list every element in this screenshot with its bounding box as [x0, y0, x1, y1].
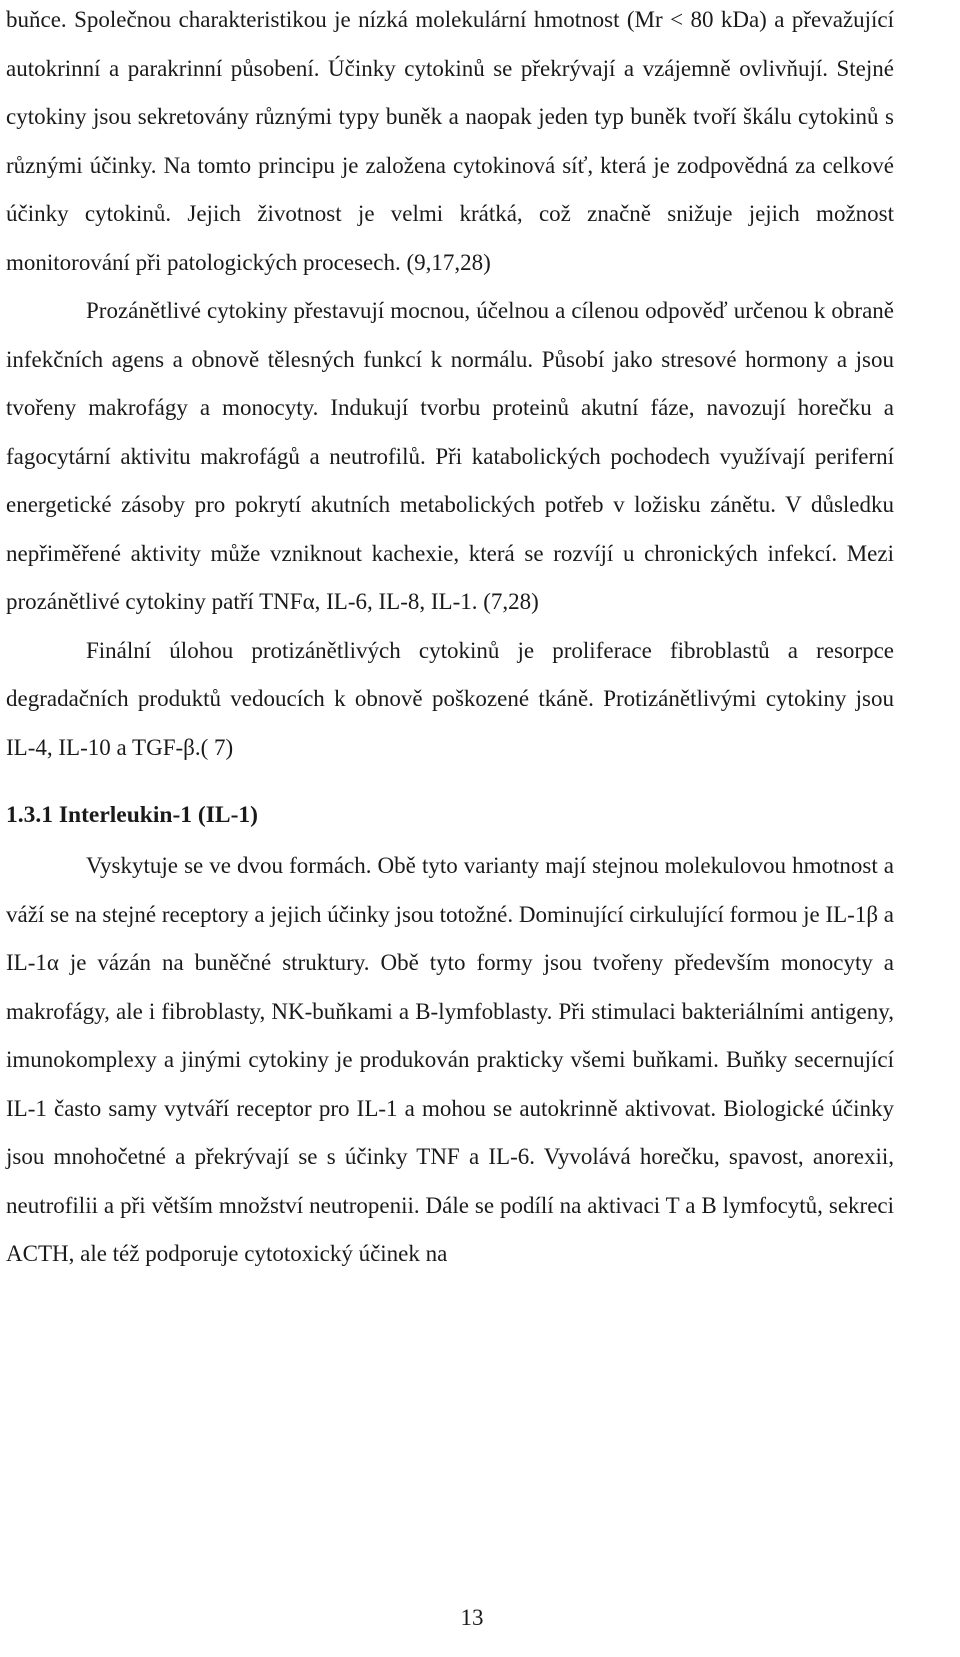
paragraph-proinflammatory-cytokines: Prozánětlivé cytokiny přestavují mocnou, účelnou a cílenou odpověď určenou k obraně infekčních agens a obnově tělesných funkcí k normálu. Působí jako stresové hormony a jsou tvořeny makrofágy a monocyty. Indukují tvorbu proteinů akutní fáze, navozují horečku a fagocytární aktivitu makrofágů a neutrofilů. Při katabolických pochodech využívají periferní energetické zásoby pro pokrytí akutních metabolických potřeb v ložisku zánětu. V důsledku nepřiměřené aktivity může vzniknout kachexie, která se rozvíjí u chronických infekcí. Mezi prozánětlivé cytokiny patří TNFα, IL-6, IL-8, IL-1. (7,28) [6, 298, 894, 614]
page-number: 13 [460, 1605, 484, 1630]
document-page [6, 0, 894, 1279]
paragraph-antiinflammatory-cytokines: Finální úlohou protizánětlivých cytokinů je proliferace fibroblastů a resorpce degradačních produktů vedoucích k obnově poškozené tkáně. Protizánětlivými cytokiny jsou IL-4, IL-10 a TGF-β.( 7) [6, 637, 894, 760]
paragraph-cytokine-characteristics: buňce. Společnou charakteristikou je nízká molekulární hmotnost (Mr < 80 kDa) a převažující autokrinní a parakrinní působení. Účinky cytokinů se překrývají a vzájemně ovlivňují. Stejné cytokiny jsou sekretovány různými typy buněk a naopak jeden typ buněk tvoří škálu cytokinů s různými účinky. Na tomto principu je založena cytokinová síť, která je zodpovědná za celkové účinky cytokinů. Jejich životnost je velmi krátká, což značně snižuje jejich možnost monitorování při patologických procesech. (9,17,28) [6, 7, 894, 275]
section-heading: 1.3.1 Interleukin-1 (IL-1) [6, 802, 258, 828]
paragraph-interleukin-1: Vyskytuje se ve dvou formách. Obě tyto varianty mají stejnou molekulovou hmotnost a váží se na stejné receptory a jejich účinky jsou totožné. Dominující cirkulující formou je IL-1β a IL-1α je vázán na buněčné struktury. Obě tyto formy jsou tvořeny především monocyty a makrofágy, ale i fibroblasty, NK-buňkami a B-lymfoblasty. Při stimulaci bakteriálními antigeny, imunokomplexy a jinými cytokiny je produkován prakticky všemi buňkami. Buňky secernující IL-1 často samy vytváří receptor pro IL-1 a mohou se autokrinně aktivovat. Biologické účinky jsou mnohočetné a překrývají se s účinky TNF a IL-6. Vyvolává horečku, spavost, anorexii, neutrofilii a při větším množství neutropenii. Dále se podílí na aktivaci T a B lymfocytů, sekreci ACTH, ale též podporuje cytotoxický účinek na [6, 853, 894, 1266]
